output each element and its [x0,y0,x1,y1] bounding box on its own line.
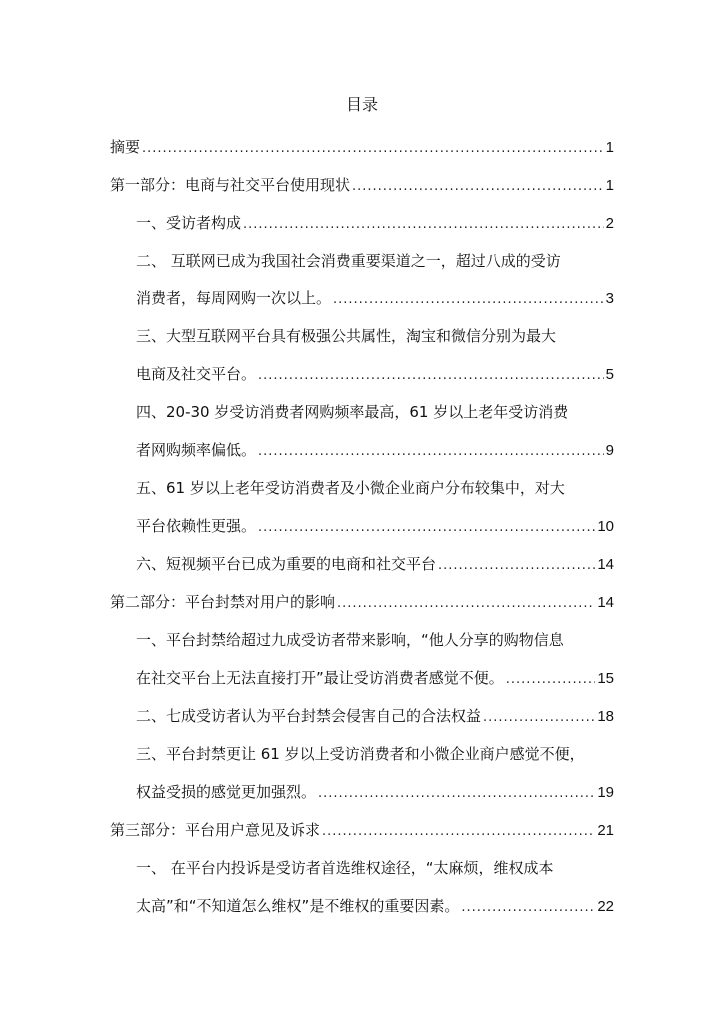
toc-leader-dots [352,176,604,198]
toc-entry-3-1-line1[interactable]: 一、 在平台内投诉是受访者首选维权途径，“太麻烦，维权成本 [136,859,554,877]
toc-leader-dots [438,555,595,577]
toc-entry-1-2[interactable] [136,287,614,311]
toc-leader-dots [333,289,604,311]
toc-entry-page: 21 [597,822,614,839]
toc-leader-dots [258,517,595,539]
toc-entry-part-3[interactable] [110,819,614,843]
toc-leader-dots [243,214,604,236]
toc-leader-dots [506,669,596,691]
toc-leader-dots [258,365,604,387]
toc-entry-1-5[interactable] [136,515,614,539]
toc-leader-dots [461,897,595,919]
toc-entry-part-1[interactable] [110,174,614,198]
toc-entry-page: 22 [597,898,614,915]
toc-entry-page: 9 [605,442,614,459]
toc-entry-text: 电商及社交平台。 [136,365,257,383]
toc-entry-text: 六、短视频平台已成为重要的电商和社交平台 [136,555,437,573]
toc-entry-1-1[interactable] [136,212,614,236]
toc-entry-text: 第一部分：电商与社交平台使用现状 [110,176,351,194]
toc-entry-page: 15 [597,670,614,687]
toc-entry-page: 19 [597,784,614,801]
toc-entry-text: 二、七成受访者认为平台封禁会侵害自己的合法权益 [136,707,482,725]
toc-entry-text: 第二部分：平台封禁对用户的影响 [110,593,336,611]
toc-entry-text: 第三部分：平台用户意见及诉求 [110,821,321,839]
toc-entry-text: 者网购频率偏低。 [136,441,257,459]
toc-entry-2-1[interactable] [136,667,614,691]
toc-title: 目录 [345,95,378,114]
toc-entry-2-3-line1[interactable]: 三、平台封禁更让 61 岁以上受访消费者和小微企业商户感觉不便， [136,745,585,763]
toc-entry-page: 1 [605,139,614,156]
toc-entry-page: 2 [605,215,614,232]
toc-leader-dots [337,593,595,615]
toc-entry-part-2[interactable] [110,591,614,615]
toc-entry-1-4-line1[interactable]: 四、20-30 岁受访消费者网购频率最高，61 岁以上老年受访消费 [136,403,569,421]
toc-entry-1-6[interactable] [136,553,614,577]
toc-entry-2-2[interactable] [136,705,614,729]
toc-leader-dots [483,707,595,729]
toc-entry-text: 权益受损的感觉更加强烈。 [136,783,317,801]
toc-entry-3-1[interactable] [136,895,614,919]
toc-entry-2-1-line1[interactable]: 一、平台封禁给超过九成受访者带来影响，“他人分享的购物信息 [136,631,564,649]
toc-entry-page: 10 [597,518,614,535]
toc-entry-text: 消费者，每周网购一次以上。 [136,289,332,307]
toc-entry-text: 一、受访者构成 [136,214,242,232]
toc-entry-page: 5 [605,366,614,383]
toc-leader-dots [322,821,595,843]
toc-entry-1-4[interactable] [136,439,614,463]
toc-leader-dots [142,138,604,160]
toc-leader-dots [318,783,595,805]
toc-entry-2-3[interactable] [136,781,614,805]
toc-entry-text: 平台依赖性更强。 [136,517,257,535]
toc-entry-page: 14 [597,556,614,573]
toc-entry-text: 摘要 [110,138,141,156]
toc-entry-text: 太高”和“不知道怎么维权”是不维权的重要因素。 [136,897,460,915]
toc-entry-abstract[interactable] [110,136,614,160]
toc-entry-1-3[interactable] [136,363,614,387]
toc-entry-1-5-line1[interactable]: 五、61 岁以上老年受访消费者及小微企业商户分布较集中，对大 [136,479,565,497]
toc-entry-page: 1 [605,177,614,194]
toc-leader-dots [258,441,604,463]
toc-entry-1-2-line1[interactable]: 二、 互联网已成为我国社会消费重要渠道之一，超过八成的受访 [136,252,561,270]
toc-entry-1-3-line1[interactable]: 三、大型互联网平台具有极强公共属性，淘宝和微信分别为最大 [136,327,557,345]
toc-entry-text: 在社交平台上无法直接打开”最让受访消费者感觉不便。 [136,669,504,687]
toc-entry-page: 14 [597,594,614,611]
toc-entry-page: 18 [597,708,614,725]
toc-entry-page: 3 [605,290,614,307]
